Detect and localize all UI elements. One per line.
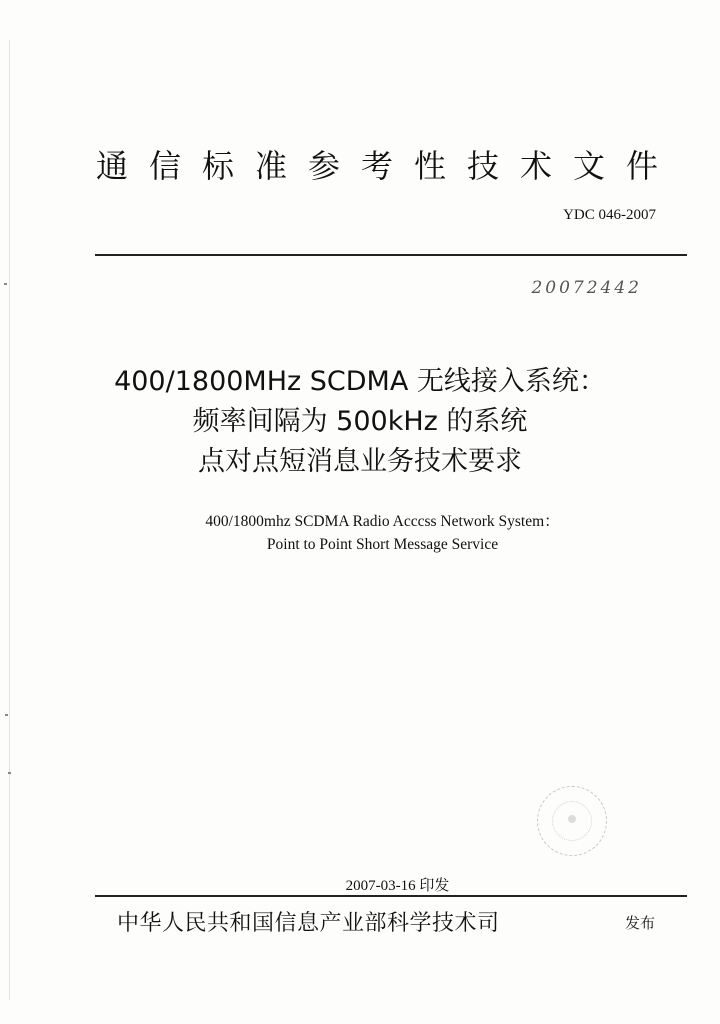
scan-speck	[8, 772, 11, 774]
handwritten-archive-number: 20072442	[531, 278, 642, 298]
release-label: 发布	[625, 914, 656, 932]
chinese-title-line-2: 频率间隔为 500kHz 的系统	[192, 406, 528, 437]
scan-speck	[4, 283, 7, 285]
faded-seal-stamp	[537, 786, 607, 856]
publisher-name: 中华人民共和国信息产业部科学技术司	[117, 911, 500, 936]
header-rule	[95, 254, 687, 256]
issue-date: 2007-03-16 印发	[345, 878, 450, 894]
chinese-title-line-1: 400/1800MHz SCDMA 无线接入系统：	[114, 366, 606, 397]
english-title-line-2: Point to Point Short Message Service	[266, 536, 499, 553]
footer-rule	[95, 895, 687, 897]
scan-speck	[5, 714, 8, 716]
english-title-line-1: 400/1800mhz SCDMA Radio Acccss Network System：	[205, 513, 560, 530]
chinese-title-line-3: 点对点短消息业务技术要求	[198, 446, 522, 477]
document-category-title: 通信标准参考性技术文件	[96, 147, 680, 185]
english-title	[0, 510, 720, 556]
document-number: YDC 046-2007	[563, 207, 656, 223]
chinese-title	[0, 362, 720, 482]
